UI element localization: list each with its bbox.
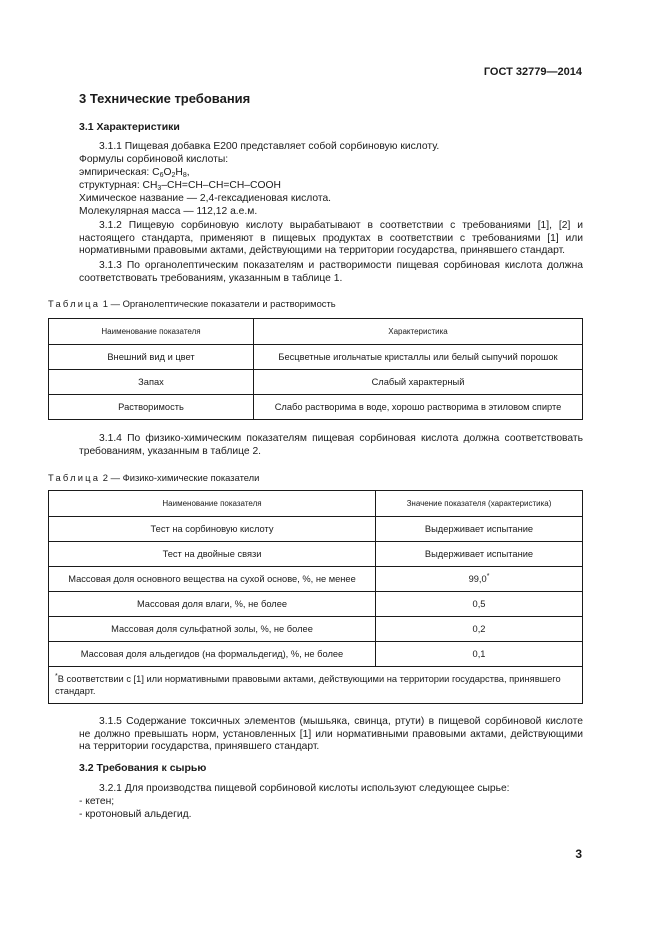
- table-header-cell: Наименование показателя: [49, 491, 376, 517]
- table-cell: Бесцветные игольчатые кристаллы или белый сыпучий порошок: [254, 345, 583, 370]
- table-cell: 0,1: [376, 642, 583, 667]
- table-cell: Массовая доля альдегидов (на формальдегид), %, не более: [49, 642, 376, 667]
- table-cell: Массовая доля сульфатной золы, %, не более: [49, 617, 376, 642]
- table-header-cell: Значение показателя (характеристика): [376, 491, 583, 517]
- table1-caption: Таблица 1 — Органолептические показатели и растворимость: [48, 298, 336, 309]
- table-cell: Слабо растворима в воде, хорошо растворима в этиловом спирте: [254, 395, 583, 420]
- subsection-title-characteristics: 3.1 Характеристики: [79, 121, 180, 133]
- empirical-formula: эмпирическая: $C_6O_2H_8$,: [79, 167, 190, 179]
- table-row: [49, 395, 583, 420]
- table-organoleptic: [48, 318, 583, 420]
- table-physicochemical: [48, 490, 583, 704]
- table-cell: 99,0*: [376, 567, 583, 592]
- table-cell: 0,2: [376, 617, 583, 642]
- paragraph-3-1-3: 3.1.3 По органолептическим показателям и растворимости пищевая сорбиновая кислота должна соответствовать требованиям, указанным в таблице 1.: [79, 260, 583, 284]
- table-cell: Выдерживает испытание: [376, 517, 583, 542]
- table-row: [49, 345, 583, 370]
- table-cell: Массовая доля основного вещества на сухой основе, %, не менее: [49, 567, 376, 592]
- table-cell: Запах: [49, 370, 254, 395]
- table-row: [49, 542, 583, 567]
- page-number: 3: [575, 847, 582, 861]
- footnote-mark: *: [486, 573, 490, 580]
- table-cell: Тест на сорбиновую кислоту: [49, 517, 376, 542]
- molecular-mass: Молекулярная масса — 112,12 а.е.м.: [79, 206, 258, 217]
- table-cell: Тест на двойные связи: [49, 542, 376, 567]
- table-row: [49, 617, 583, 642]
- table-cell: Слабый характерный: [254, 370, 583, 395]
- table-header-row: [49, 319, 583, 345]
- table-footnote: *В соответствии с [1] или нормативными правовыми актами, действующими на территории государства, принявшего стандарт.: [49, 667, 583, 704]
- table-cell: 0,5: [376, 592, 583, 617]
- paragraph-3-1-2: 3.1.2 Пищевую сорбиновую кислоту вырабатывают в соответствии с требованиями [1], [2] и настоящего стандарта, применяют в пищевых продуктах в соответствии с требованиями [1] или нормативными правовыми актами, действующими на территории государства, принявшего стандарт.: [79, 220, 583, 257]
- structural-formula: структурная: $CH_3-CH=CH-CH=CH$–COOH: [79, 180, 281, 192]
- table-row: [49, 642, 583, 667]
- table-row: [49, 592, 583, 617]
- chemical-name: Химическое название — 2,4-гексадиеновая кислота.: [79, 193, 332, 204]
- paragraph-3-1-1: 3.1.1 Пищевая добавка Е200 представляет собой сорбиновую кислоту.: [99, 141, 440, 152]
- subsection-title-raw-materials: 3.2 Требования к сырью: [79, 762, 207, 774]
- section-title: 3 Технические требования: [79, 91, 251, 106]
- table-cell: Растворимость: [49, 395, 254, 420]
- table-row: [49, 517, 583, 542]
- table-header-cell: Характеристика: [254, 319, 583, 345]
- table2-caption: Таблица 2 — Физико-химические показатели: [48, 472, 260, 483]
- paragraph-3-1-4: 3.1.4 По физико-химическим показателям пищевая сорбиновая кислота должна соответствовать требованиям, указанным в таблице 2.: [79, 433, 583, 457]
- paragraph-3-2-1: 3.2.1 Для производства пищевой сорбиновой кислоты используют следующее сырье:: [99, 783, 510, 794]
- table-header-cell: Наименование показателя: [49, 319, 254, 345]
- formulas-label: Формулы сорбиновой кислоты:: [79, 154, 229, 165]
- list-item: - кетен;: [79, 796, 115, 807]
- table-row: [49, 567, 583, 592]
- table-footnote-row: [49, 667, 583, 704]
- paragraph-3-1-5: 3.1.5 Содержание токсичных элементов (мышьяка, свинца, ртути) в пищевой сорбиновой кислоте не должно превышать норм, установленных [1] или нормативными правовыми актами, действующими на территории государства, принявшего стандарт.: [79, 716, 583, 753]
- table-cell: Внешний вид и цвет: [49, 345, 254, 370]
- table-header-row: [49, 491, 583, 517]
- table-cell: Массовая доля влаги, %, не более: [49, 592, 376, 617]
- table-row: [49, 370, 583, 395]
- table-cell: Выдерживает испытание: [376, 542, 583, 567]
- standard-number: ГОСТ 32779—2014: [483, 66, 582, 78]
- list-item: - кротоновый альдегид.: [79, 809, 192, 820]
